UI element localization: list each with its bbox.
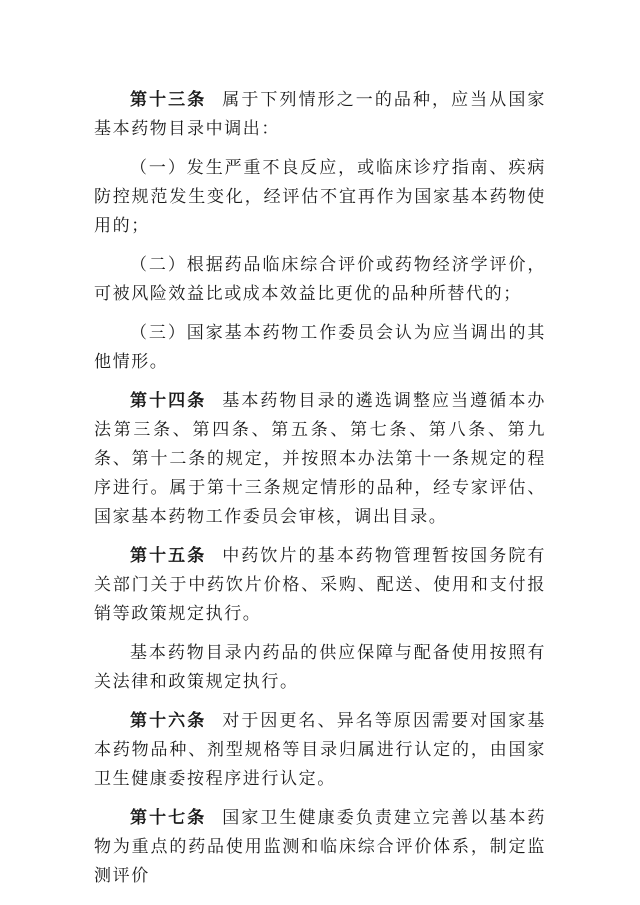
document-body [94,86,546,901]
paragraph-text: （一）发生严重不良反应，或临床诊疗指南、疾病防控规范发生变化，经评估不宜再作为国家基本药物使用的； [94,158,546,236]
paragraph-article-15-supply [94,639,546,697]
paragraph-item-2 [94,251,546,309]
paragraph-text: 中药饮片的基本药物管理暂按国务院有关部门关于中药饮片价格、采购、配送、使用和支付报销等政策规定执行。 [94,546,546,624]
paragraph-article-14 [94,387,546,532]
paragraph-text: 对于因更名、异名等原因需要对国家基本药物品种、剂型规格等目录归属进行认定的，由国家卫生健康委按程序进行认定。 [94,711,546,789]
paragraph-item-1 [94,154,546,241]
paragraph-text: 属于下列情形之一的品种，应当从国家基本药物目录中调出： [94,90,546,139]
article-number: 第十七条 [130,808,207,828]
paragraph-text: 基本药物目录内药品的供应保障与配备使用按照有关法律和政策规定执行。 [94,643,546,692]
paragraph-article-13 [94,86,546,144]
paragraph-text: 国家卫生健康委负责建立完善以基本药物为重点的药品使用监测和临床综合评价体系，制定监测评价 [94,808,546,886]
paragraph-item-3 [94,319,546,377]
article-number: 第十五条 [130,546,207,566]
article-number: 第十三条 [130,90,207,110]
paragraph-article-15 [94,542,546,629]
article-number: 第十四条 [130,391,207,411]
paragraph-text: （二）根据药品临床综合评价或药物经济学评价，可被风险效益比或成本效益比更优的品种所替代的； [94,255,546,304]
paragraph-article-16 [94,707,546,794]
paragraph-article-17 [94,804,546,891]
paragraph-text: （三）国家基本药物工作委员会认为应当调出的其他情形。 [94,323,546,372]
paragraph-text: 基本药物目录的遴选调整应当遵循本办法第三条、第四条、第五条、第七条、第八条、第九条、第十二条的规定，并按照本办法第十一条规定的程序进行。属于第十三条规定情形的品种，经专家评估、国家基本药物工作委员会审核，调出目录。 [94,391,546,527]
article-number: 第十六条 [130,711,207,731]
